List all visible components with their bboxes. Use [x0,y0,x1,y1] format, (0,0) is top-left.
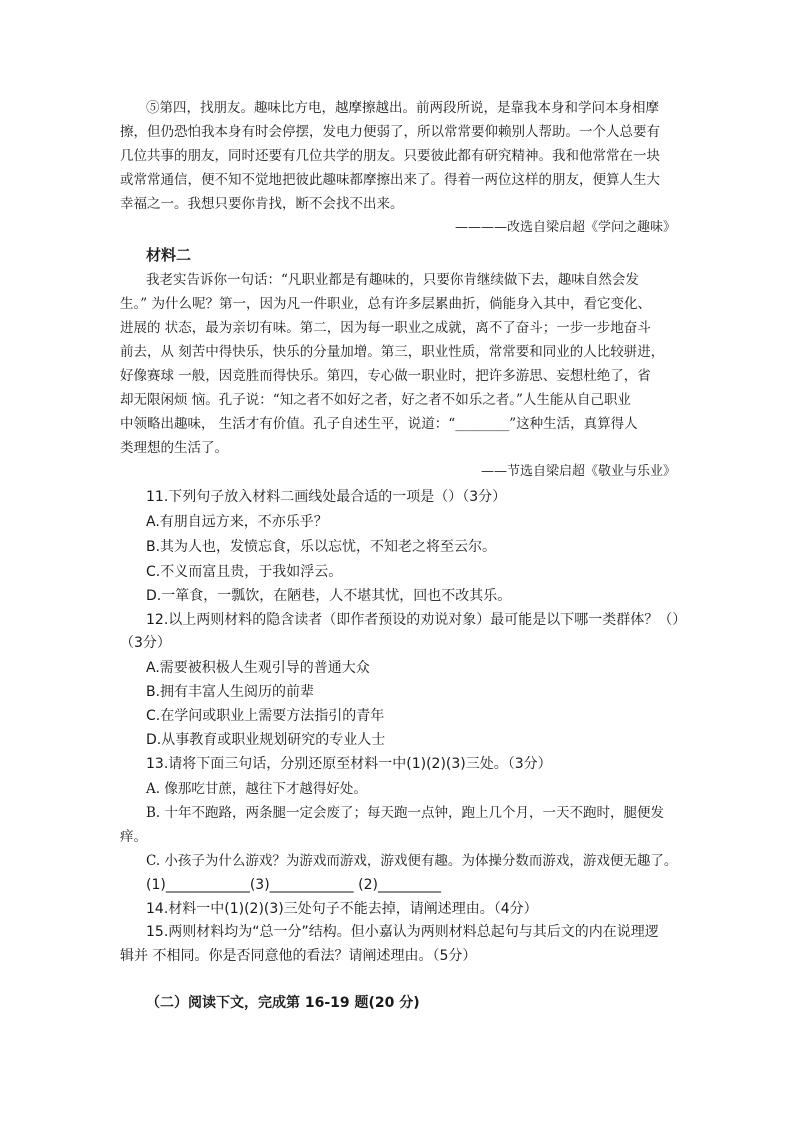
material2-line: 前去，从 刻苦中得快乐，快乐的分量加增。第三，职业性质，常常要和同业的人比较骈进， [120,344,665,360]
question-12-option: C.在学问或职业上需要方法指引的青年 [146,708,385,724]
material2-line: 中领略出趣味， 生活才有价值。孔子自述生平，说道：“________”这种生活，真算得人 [120,416,638,432]
question-13-option: A. 像那吃甘蔗，越往下才越得好处。 [146,781,367,797]
question-11-option: A.有朋自远方来，不亦乐乎？ [146,514,328,530]
material1-line: 或常常通信，便不知不觉地把彼此趣味都摩擦出来了。得着一两位这样的朋友，便算人生大 [120,172,660,188]
material2-line: 我老实告诉你一句话：“凡职业都是有趣味的，只要你肯继续做下去，趣味自然会发 [146,272,639,288]
material1-source: ————改选自梁启超《学问之趣味》 [454,220,676,235]
section-2-heading: （二）阅读下文，完成第 16-19 题(20 分) [146,995,420,1011]
question-12-option: A.需要被积极人生观引导的普通大众 [146,660,370,676]
question-11-stem: 11.下列句子放入材料二画线处最合适的一项是（）（3分） [146,489,507,505]
question-11-option: B.其为人也，发愤忘食，乐以忘忧，不知老之将至云尔。 [146,539,497,555]
question-12-option: B.拥有丰富人生阅历的前辈 [146,684,315,700]
question-13-option: B. 十年不跑路，两条腿一定会废了；每天跑一点钟，跑上几个月，一天不跑时，腿便发 [146,805,665,821]
material1-line: 几位共事的朋友，同时还要有几位共学的朋友。只要彼此都有研究精神。我和他常常在一块 [120,148,660,164]
material1-line: 幸福之一。我想只要你肯找，断不会找不出来。 [120,196,404,212]
material2-heading: 材料二 [146,246,192,264]
question-12-stem: 12.以上两则材料的隐含读者（即作者预设的劝说对象）最可能是以下哪一类群体？（） [146,612,687,628]
question-12-option: D.从事教育或职业规划研究的专业人士 [146,732,386,748]
question-15-stem-cont: 辑并 不相同。你是否同意他的看法？请阐述理由。（5分） [120,948,477,964]
question-14-stem: 14.材料一中(1)(2)(3)三处句子不能去掉，请阐述理由。（4分） [146,901,538,917]
question-11-option: C.不义而富且贵，于我如浮云。 [146,564,343,580]
material2-line: 好像赛球 一般，因竞胜而得快乐。第四，专心做一职业时，把许多游思、妄想杜绝了，省 [120,368,651,384]
material2-line: 类理想的生活了。 [120,440,228,456]
material1-line: ⑤第四，找朋友。趣味比方电，越摩擦越出。前两段所说，是靠我本身和学问本身相摩 [146,100,659,116]
material2-line: 进展的 状态，最为亲切有味。第二，因为每一职业之成就，离不了奋斗；一步一步地奋斗 [120,320,651,336]
question-13-option: C. 小孩子为什么游戏？为游戏而游戏，游戏便有趣。为体操分数而游戏，游戏便无趣了。 [146,853,678,869]
material2-line: 生。” 为什么呢？第一，因为凡一件职业，总有许多层累曲折，倘能身入其中，看它变化、 [120,296,651,312]
question-13-stem: 13.请将下面三句话，分别还原至材料一中(1)(2)(3)三处。（3分） [146,756,552,772]
question-13-answer-blanks: (1)____________(3)____________ (2)_________ [146,877,441,893]
question-11-option: D.一箪食，一瓢饮，在陋巷，人不堪其忧，回也不改其乐。 [146,588,512,604]
question-12-stem-cont: （3分） [120,635,171,651]
question-15-stem: 15.两则材料均为“总一分”结构。但小嘉认为两则材料总起句与其后文的内在说理逻 [146,924,659,940]
question-13-option-cont: 痒。 [120,829,147,845]
material2-line: 却无限闲烦 恼。孔子说：“知之者不如好之者，好之者不如乐之者。”人生能从自己职业 [120,392,631,408]
material1-line: 擦，但仍恐怕我本身有时会停摆，发电力便弱了，所以常常要仰赖别人帮助。一个人总要有 [120,124,660,140]
material2-source: ——节选自梁启超《敬业与乐业》 [480,464,676,479]
